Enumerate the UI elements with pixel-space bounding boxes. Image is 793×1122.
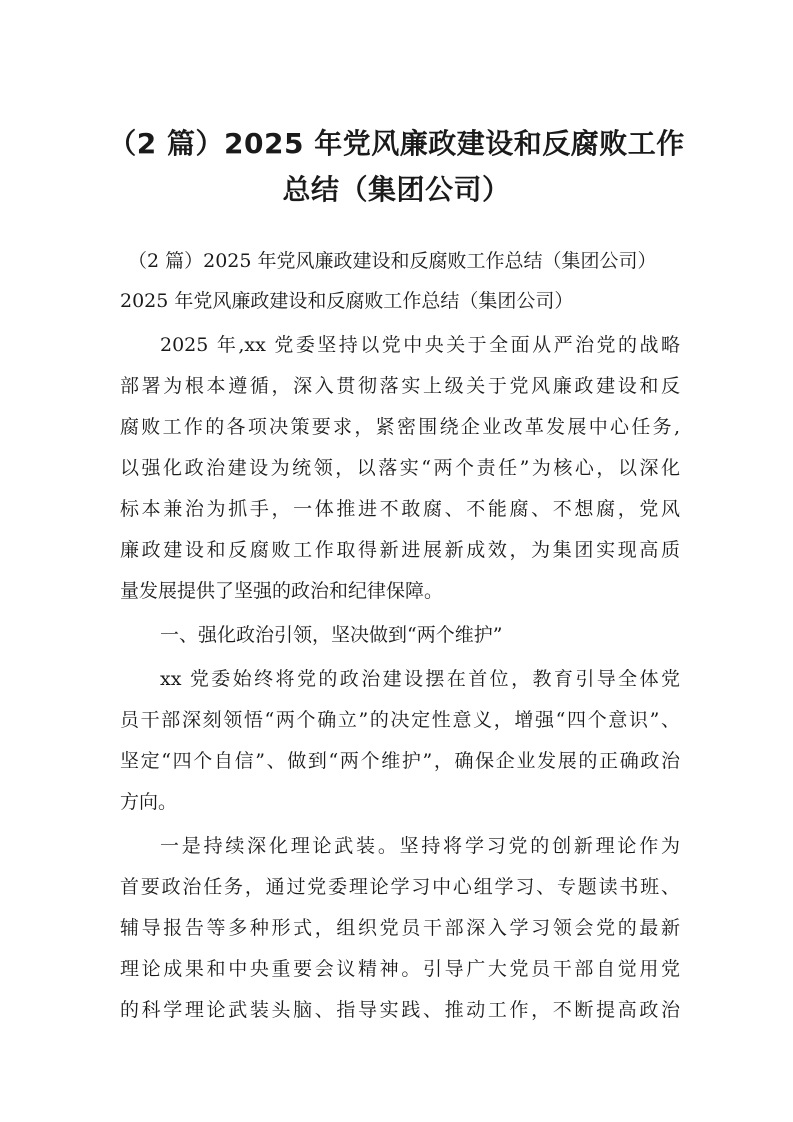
paragraph-2-line: 员干部深刻领悟“两个确立”的决定性意义，增强“四个意识”、 <box>120 709 680 731</box>
section-heading-1: 一、强化政治引领，坚决做到“两个维护” <box>160 624 503 646</box>
paragraph-2-line: xx 党委始终将党的政治建设摆在首位，教育引导全体党 <box>160 668 680 690</box>
paragraph-3-line: 一是持续深化理论武装。坚持将学习党的创新理论作为 <box>160 835 680 857</box>
paragraph-2-line: 方向。 <box>120 791 178 813</box>
paragraph-2-line: 坚定“四个自信”、做到“两个维护”，确保企业发展的正确政治 <box>120 750 680 772</box>
paragraph-3-line: 辅导报告等多种形式，组织党员干部深入学习领会党的最新 <box>120 917 680 939</box>
subtitle-line-2: 2025 年党风廉政建设和反腐败工作总结（集团公司） <box>120 290 574 312</box>
document-title-line-2: 总结（集团公司） <box>282 173 511 206</box>
paragraph-1-line: 腐败工作的各项决策要求，紧密围绕企业改革发展中心任务, <box>120 416 680 438</box>
paragraph-1-line: 2025 年,xx 党委坚持以党中央关于全面从严治党的战略 <box>160 334 680 356</box>
paragraph-1-line: 部署为根本遵循，深入贯彻落实上级关于党风廉政建设和反 <box>120 375 680 397</box>
paragraph-3-line: 首要政治任务，通过党委理论学习中心组学习、专题读书班、 <box>120 876 680 898</box>
subtitle-line-1: （2 篇）2025 年党风廉政建设和反腐败工作总结（集团公司） <box>128 250 657 272</box>
document-title-line-1: （2 篇）2025 年党风廉政建设和反腐败工作 <box>108 127 685 160</box>
paragraph-1-line: 标本兼治为抓手，一体推进不敢腐、不能腐、不想腐，党风 <box>120 498 680 520</box>
paragraph-3-line: 理论成果和中央重要会议精神。引导广大党员干部自觉用党 <box>120 958 680 980</box>
paragraph-1-line: 廉政建设和反腐败工作取得新进展新成效，为集团实现高质 <box>120 539 680 561</box>
paragraph-3-line: 的科学理论武装头脑、指导实践、推动工作，不断提高政治 <box>120 999 680 1021</box>
paragraph-1-line: 以强化政治建设为统领，以落实“两个责任”为核心，以深化 <box>120 457 680 479</box>
paragraph-1-line: 量发展提供了坚强的政治和纪律保障。 <box>120 580 444 602</box>
